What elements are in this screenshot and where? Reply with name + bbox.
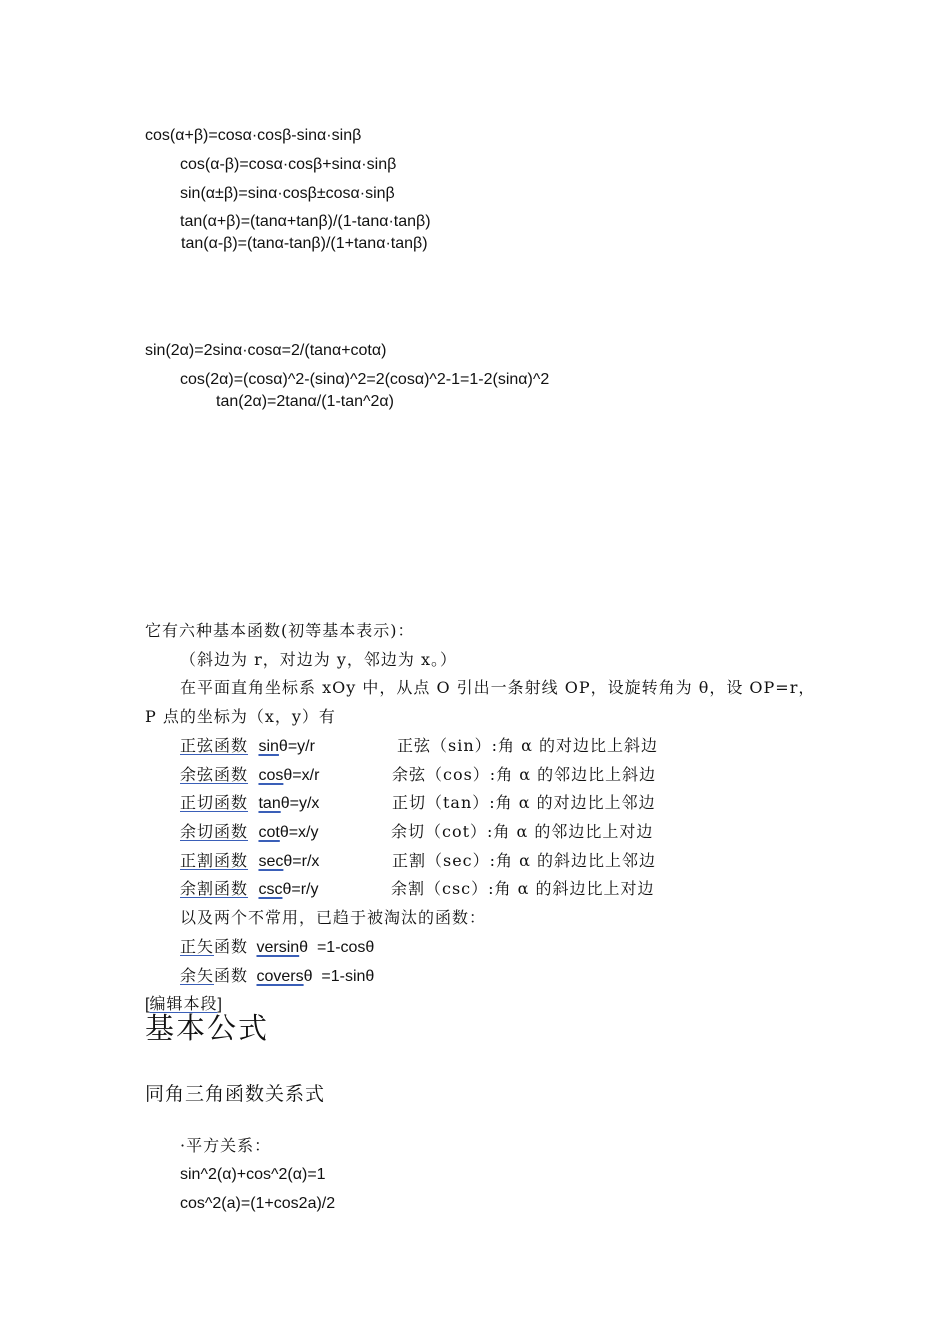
obsolete-intro: 以及两个不常用，已趋于被淘汰的函数： <box>180 908 487 927</box>
obsolete-row <box>180 966 374 987</box>
square-relation-label: ·平方关系： <box>180 1136 272 1155</box>
obsolete-name-link[interactable]: 余矢 <box>180 966 215 985</box>
obsolete-row <box>180 937 374 958</box>
function-desc: 正切（tan）:角 α 的对边比上邻边 <box>392 793 656 812</box>
subsection-title: 同角三角函数关系式 <box>145 1083 326 1105</box>
function-desc: 余割（csc）:角 α 的斜边比上对边 <box>391 879 655 898</box>
function-name-link[interactable]: 余弦函数 <box>180 765 249 784</box>
function-expr: θ=r/x <box>283 853 320 870</box>
function-row <box>180 879 880 900</box>
function-abbr-link[interactable]: cot <box>258 824 280 841</box>
formula-cos-double: cos(2α)=(cosα)^2-(sinα)^2=2(cosα)^2-1=1-2(sinα)^2 <box>180 371 550 388</box>
formula-tan-sum: tan(α+β)=(tanα+tanβ)/(1-tanα·tanβ) <box>180 213 431 230</box>
formula-sin-sum-diff: sin(α±β)=sinα·cosβ±cosα·sinβ <box>180 185 395 202</box>
function-expr: θ=r/y <box>282 881 319 898</box>
obsolete-name-link[interactable]: 正矢 <box>180 937 215 956</box>
formula-cos-squared: cos^2(a)=(1+cos2a)/2 <box>180 1195 336 1212</box>
function-abbr-link[interactable]: cos <box>258 767 284 784</box>
function-name-link[interactable]: 正割函数 <box>180 851 249 870</box>
function-row <box>180 765 880 786</box>
edit-bracket-close: ] <box>217 996 222 1013</box>
function-expr: θ=y/x <box>280 795 320 812</box>
function-abbr-link[interactable]: sin <box>258 738 279 755</box>
function-desc: 正弦（sin）:角 α 的对边比上斜边 <box>397 736 659 755</box>
function-abbr-link[interactable]: tan <box>258 795 281 812</box>
intro-line-1: 它有六种基本函数(初等基本表示)： <box>145 621 415 640</box>
formula-pythagorean: sin^2(α)+cos^2(α)=1 <box>180 1166 326 1183</box>
function-name-link[interactable]: 余切函数 <box>180 822 249 841</box>
formula-sin-double: sin(2α)=2sinα·cosα=2/(tanα+cotα) <box>145 342 387 359</box>
function-name-link[interactable]: 余割函数 <box>180 879 249 898</box>
function-row <box>180 793 880 814</box>
function-desc: 正割（sec）:角 α 的斜边比上邻边 <box>392 851 657 870</box>
formula-tan-diff: tan(α-β)=(tanα-tanβ)/(1+tanα·tanβ) <box>181 235 428 252</box>
function-expr: θ=x/y <box>279 824 319 841</box>
function-row <box>180 736 880 757</box>
intro-line-2: （斜边为 r，对边为 y，邻边为 x。） <box>180 650 457 669</box>
formula-cos-sum: cos(α+β)=cosα·cosβ-sinα·sinβ <box>145 127 362 144</box>
function-abbr-link[interactable]: csc <box>258 881 283 898</box>
edit-section-link[interactable]: 编辑本段 <box>149 994 218 1013</box>
formula-cos-diff: cos(α-β)=cosα·cosβ+sinα·sinβ <box>180 156 397 173</box>
edit-bracket-open: [ <box>145 996 150 1013</box>
function-desc: 余切（cot）:角 α 的邻边比上对边 <box>391 822 654 841</box>
formula-tan-double: tan(2α)=2tanα/(1-tan^2α) <box>216 393 395 410</box>
intro-line-3: 在平面直角坐标系 xOy 中，从点 O 引出一条射线 OP，设旋转角为 θ，设 OP=r， <box>180 678 816 697</box>
obsolete-expr: θ =1-sinθ <box>303 968 375 985</box>
function-desc: 余弦（cos）:角 α 的邻边比上斜边 <box>392 765 657 784</box>
function-expr: θ=y/r <box>278 738 315 755</box>
obsolete-name-suffix: 函数 <box>214 966 249 985</box>
function-expr: θ=x/r <box>283 767 320 784</box>
obsolete-name-suffix: 函数 <box>214 937 249 956</box>
function-row <box>180 822 880 843</box>
function-name-link[interactable]: 正弦函数 <box>180 736 249 755</box>
function-name-link[interactable]: 正切函数 <box>180 793 249 812</box>
obsolete-abbr-link[interactable]: covers <box>256 968 304 985</box>
section-title: 基本公式 <box>145 1011 270 1045</box>
function-row <box>180 851 880 872</box>
obsolete-expr: θ =1-cosθ <box>299 939 375 956</box>
function-abbr-link[interactable]: sec <box>258 853 284 870</box>
intro-line-4: P 点的坐标为（x，y）有 <box>145 707 336 726</box>
obsolete-abbr-link[interactable]: versin <box>256 939 300 956</box>
